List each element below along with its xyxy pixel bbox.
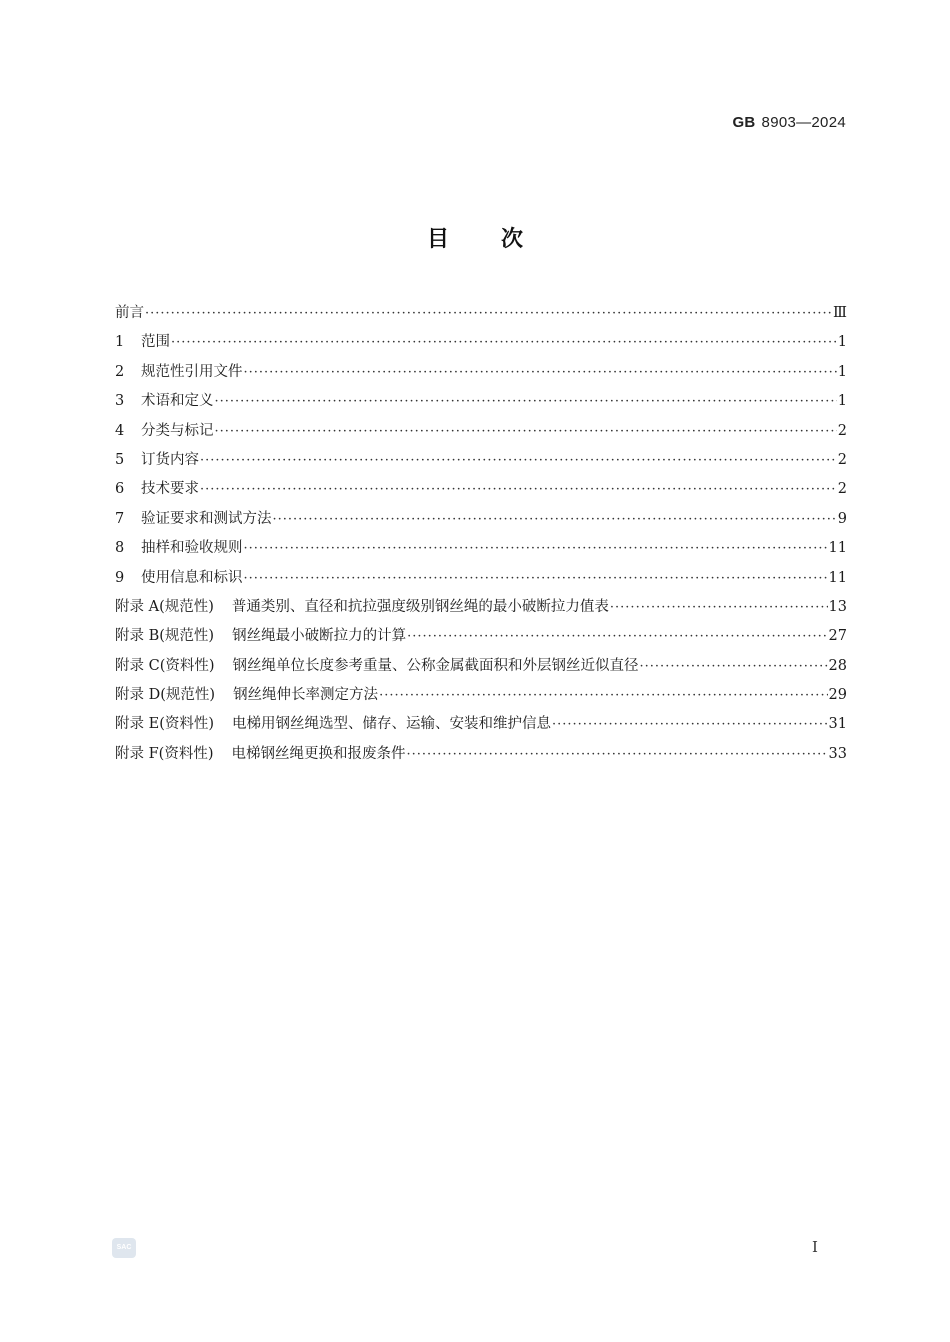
page-title: 目次	[426, 227, 575, 252]
toc-entry-label: 使用信息和标识	[141, 569, 243, 586]
toc-entry-label: 验证要求和测试方法	[141, 510, 272, 527]
toc-entry-page: Ⅲ	[833, 305, 847, 321]
toc-entry-label: 技术要求	[141, 481, 199, 498]
table-of-contents	[115, 299, 847, 769]
toc-leader-dots	[244, 358, 837, 387]
toc-entry-chapter-6[interactable]	[115, 475, 847, 504]
toc-entry-page: 31	[828, 716, 847, 733]
toc-leader-dots	[215, 417, 837, 446]
toc-entry-page: 1	[837, 393, 847, 410]
toc-entry-number: 4	[115, 422, 125, 439]
toc-leader-dots	[200, 475, 837, 504]
toc-entry-chapter-2[interactable]	[115, 358, 847, 387]
toc-leader-dots	[640, 652, 828, 681]
toc-annex-id: 附录 A(规范性)	[115, 598, 214, 615]
toc-entry-number: 8	[115, 540, 125, 557]
toc-annex-id: 附录 B(规范性)	[115, 628, 215, 645]
toc-leader-dots	[244, 564, 828, 593]
toc-entry-number: 5	[115, 451, 125, 468]
toc-entry-chapter-4[interactable]	[115, 417, 847, 446]
toc-entry-label: 订货内容	[141, 451, 199, 468]
toc-entry-label: 钢丝绳最小破断拉力的计算	[232, 628, 407, 645]
toc-entry-page: 11	[828, 540, 847, 557]
toc-entry-annex-f[interactable]	[115, 740, 847, 769]
toc-entry-chapter-9[interactable]	[115, 564, 847, 593]
toc-entry-label: 抽样和验收规则	[141, 540, 243, 557]
toc-entry-annex-e[interactable]	[115, 710, 847, 739]
toc-entry-page: 1	[837, 334, 847, 351]
toc-entry-chapter-3[interactable]	[115, 387, 847, 416]
toc-entry-page: 28	[828, 657, 847, 674]
toc-entry-page: 1	[837, 363, 847, 380]
toc-entry-number: 6	[115, 481, 125, 498]
toc-entry-chapter-5[interactable]	[115, 446, 847, 475]
toc-leader-dots	[379, 681, 827, 710]
toc-entry-label: 术语和定义	[141, 393, 214, 410]
toc-entry-number: 3	[115, 393, 125, 410]
toc-leader-dots	[273, 505, 837, 534]
toc-entry-label: 普通类别、直径和抗拉强度级别钢丝绳的最小破断拉力值表	[231, 598, 609, 615]
toc-entry-label: 电梯钢丝绳更换和报废条件	[231, 745, 406, 762]
toc-entry-label: 电梯用钢丝绳选型、储存、运输、安装和维护信息	[232, 716, 552, 733]
toc-leader-dots	[244, 534, 828, 563]
toc-entry-number: 2	[115, 363, 125, 380]
toc-entry-label: 钢丝绳伸长率测定方法	[233, 687, 379, 704]
toc-leader-dots	[552, 710, 828, 739]
toc-entry-preface[interactable]	[115, 299, 847, 328]
toc-leader-dots	[145, 299, 832, 328]
toc-entry-chapter-1[interactable]	[115, 328, 847, 357]
toc-annex-id: 附录 F(资料性)	[115, 745, 214, 762]
toc-entry-annex-b[interactable]	[115, 622, 847, 651]
standard-number: 8903—2024	[761, 114, 846, 131]
toc-leader-dots	[407, 622, 827, 651]
toc-entry-number: 9	[115, 569, 125, 586]
toc-entry-page: 29	[828, 687, 847, 704]
toc-entry-label: 分类与标记	[141, 422, 214, 439]
toc-leader-dots	[171, 328, 837, 357]
toc-entry-chapter-8[interactable]	[115, 534, 847, 563]
toc-entry-number: 7	[115, 510, 125, 527]
toc-entry-page: 33	[828, 745, 847, 762]
standard-code	[732, 114, 846, 131]
standard-prefix: GB	[732, 114, 756, 131]
toc-entry-page: 11	[828, 569, 847, 586]
toc-entry-page: 9	[837, 510, 847, 527]
toc-entry-label: 规范性引用文件	[141, 363, 243, 380]
toc-entry-page: 2	[837, 451, 847, 468]
toc-leader-dots	[200, 446, 837, 475]
toc-entry-label: 范围	[141, 334, 170, 351]
toc-entry-annex-d[interactable]	[115, 681, 847, 710]
toc-leader-dots	[610, 593, 828, 622]
sac-logo-icon: SAC	[112, 1238, 136, 1258]
toc-entry-chapter-7[interactable]	[115, 505, 847, 534]
toc-entry-number: 1	[115, 334, 125, 351]
page-number: Ⅰ	[812, 1238, 818, 1256]
toc-annex-id: 附录 D(规范性)	[115, 687, 216, 704]
toc-entry-label: 前言	[115, 305, 144, 321]
toc-entry-page: 13	[828, 598, 847, 615]
toc-annex-id: 附录 E(资料性)	[115, 716, 215, 733]
toc-entry-annex-a[interactable]	[115, 593, 847, 622]
toc-leader-dots	[406, 740, 827, 769]
toc-annex-id: 附录 C(资料性)	[115, 657, 215, 674]
toc-leader-dots	[215, 387, 837, 416]
toc-entry-annex-c[interactable]	[115, 652, 847, 681]
toc-entry-page: 2	[837, 422, 847, 439]
toc-entry-label: 钢丝绳单位长度参考重量、公称金属截面积和外层钢丝近似直径	[232, 657, 639, 674]
toc-entry-page: 2	[837, 481, 847, 498]
toc-entry-page: 27	[828, 628, 847, 645]
